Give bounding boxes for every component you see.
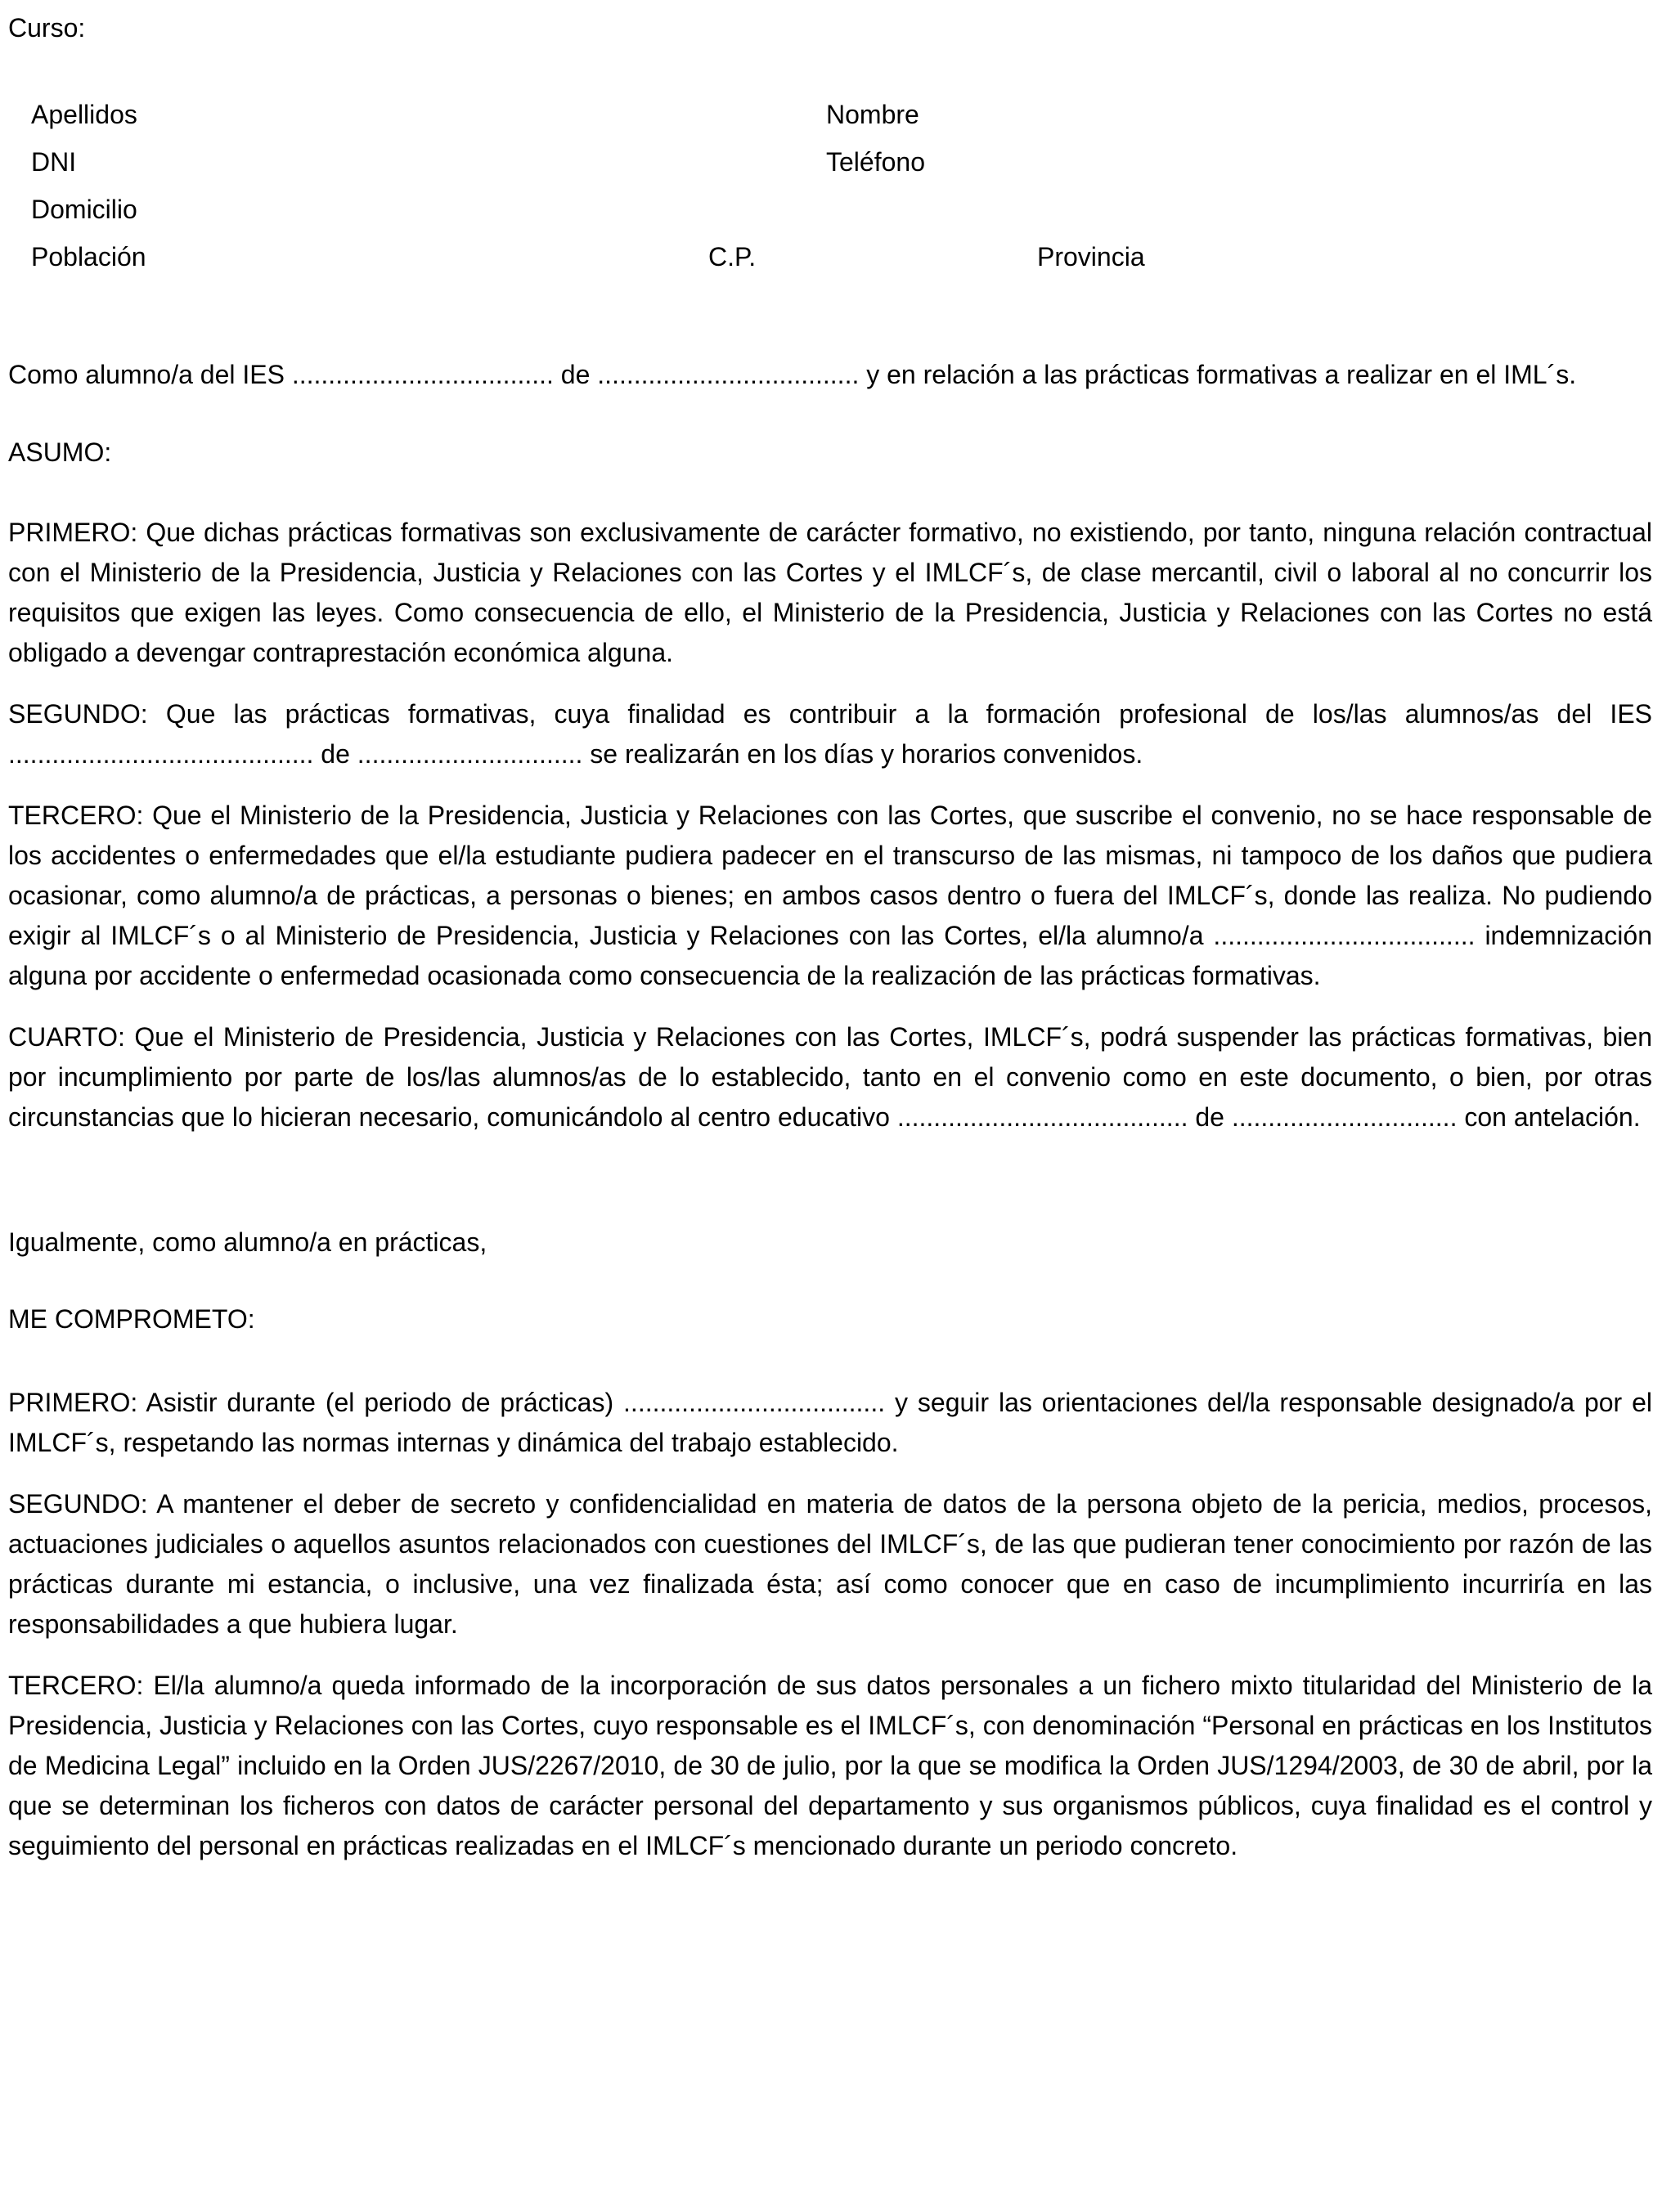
igualmente-text: Igualmente, como alumno/a en prácticas, [8,1227,487,1257]
asumo-paragraph-primero: PRIMERO: Que dichas prácticas formativas son exclusivamente de carácter formativo, no existiendo, por tanto, ninguna relación contractual con el Ministerio de la Presidencia, Justicia y Relaciones con las Cortes y el IMLCF´s, de clase mercantil, civil o laboral al no concurrir los requisitos que exigen las leyes. Como consecuencia de ello, el Ministerio de la Presidencia, Justicia y Relaciones con las Cortes no está obligado a devengar contraprestación económica alguna. [8,518,1652,667]
intro-paragraph: Como alumno/a del IES .................................... de .................................... y en relación a las prácticas formativas a realizar en el IML´s. [8,360,1577,389]
row-apellidos-nombre [8,98,1652,146]
nombre-label: Nombre [826,100,919,129]
cp-label: C.P. [708,242,757,271]
curso-label: Curso: [8,13,86,43]
comprometo-paragraph-tercero: TERCERO: El/la alumno/a queda informado de la incorporación de sus datos personales a un fichero mixto titularidad del Ministerio de la Presidencia, Justicia y Relaciones con las Cortes, cuyo responsable es el IMLCF´s, con denominación “Personal en prácticas en los Institutos de Medicina Legal” incluido en la Orden JUS/2267/2010, de 30 de julio, por la que se modifica la Orden JUS/1294/2003, de 30 de abril, por la que se determinan los ficheros con datos de carácter personal del departamento y sus organismos públicos, cuya finalidad es el control y seguimiento del personal en prácticas realizadas en el IMLCF´s mencionado durante un periodo concreto. [8,1671,1652,1860]
comprometo-paragraph-segundo: SEGUNDO: A mantener el deber de secreto y confidencialidad en materia de datos de la persona objeto de la pericia, medios, procesos, actuaciones judiciales o aquellos asuntos relacionados con cuestiones del IMLCF´s, de las que pudieran tener conocimiento por razón de las prácticas durante mi estancia, o inclusive, una vez finalizada ésta; así como conocer que en caso de incumplimiento incurriría en las responsabilidades a que hubiera lugar. [8,1489,1652,1639]
asumo-paragraph-cuarto: CUARTO: Que el Ministerio de Presidencia, Justicia y Relaciones con las Cortes, IMLCF´s, podrá suspender las prácticas formativas, bien por incumplimiento por parte de los/las alumnos/as de lo establecido, tanto en el convenio como en este documento, o bien, por otras circunstancias que lo hicieran necesario, comunicándolo al centro educativo ........................................ de ............................... con antelación. [8,1022,1652,1132]
asumo-paragraph-tercero: TERCERO: Que el Ministerio de la Presidencia, Justicia y Relaciones con las Cortes, que suscribe el convenio, no se hace responsable de los accidentes o enfermedades que el/la estudiante pudiera padecer en el transcurso de las mismas, ni tampoco de los daños que pudiera ocasionar, como alumno/a de prácticas, a personas o bienes; en ambos casos dentro o fuera del IMLCF´s, donde las realiza. No pudiendo exigir al IMLCF´s o al Ministerio de Presidencia, Justicia y Relaciones con las Cortes, el/la alumno/a .................................... indemnización alguna por accidente o enfermedad ocasionada como consecuencia de la realización de las prácticas formativas. [8,801,1652,990]
comprometo-paragraph-primero: PRIMERO: Asistir durante (el periodo de prácticas) .................................... y seguir las orientaciones del/la responsable designado/a por el IMLCF´s, respetando las normas internas y dinámica del trabajo establecido. [8,1388,1652,1457]
row-poblacion-cp-provincia [8,240,1652,288]
dni-label: DNI [31,147,77,177]
provincia-label: Provincia [1037,242,1145,271]
row-dni-telefono [8,146,1652,193]
comprometo-heading: ME COMPROMETO: [8,1304,255,1334]
domicilio-label: Domicilio [31,195,137,224]
telefono-label: Teléfono [826,147,925,177]
asumo-heading: ASUMO: [8,437,112,467]
asumo-paragraph-segundo: SEGUNDO: Que las prácticas formativas, cuya finalidad es contribuir a la formación profesional de los/las alumnos/as del IES .......................................... de ............................... se realizarán en los días y horarios convenidos. [8,699,1652,769]
apellidos-label: Apellidos [31,100,137,129]
personal-data-block [8,98,1652,288]
row-domicilio [8,193,1652,240]
poblacion-label: Población [31,242,146,271]
